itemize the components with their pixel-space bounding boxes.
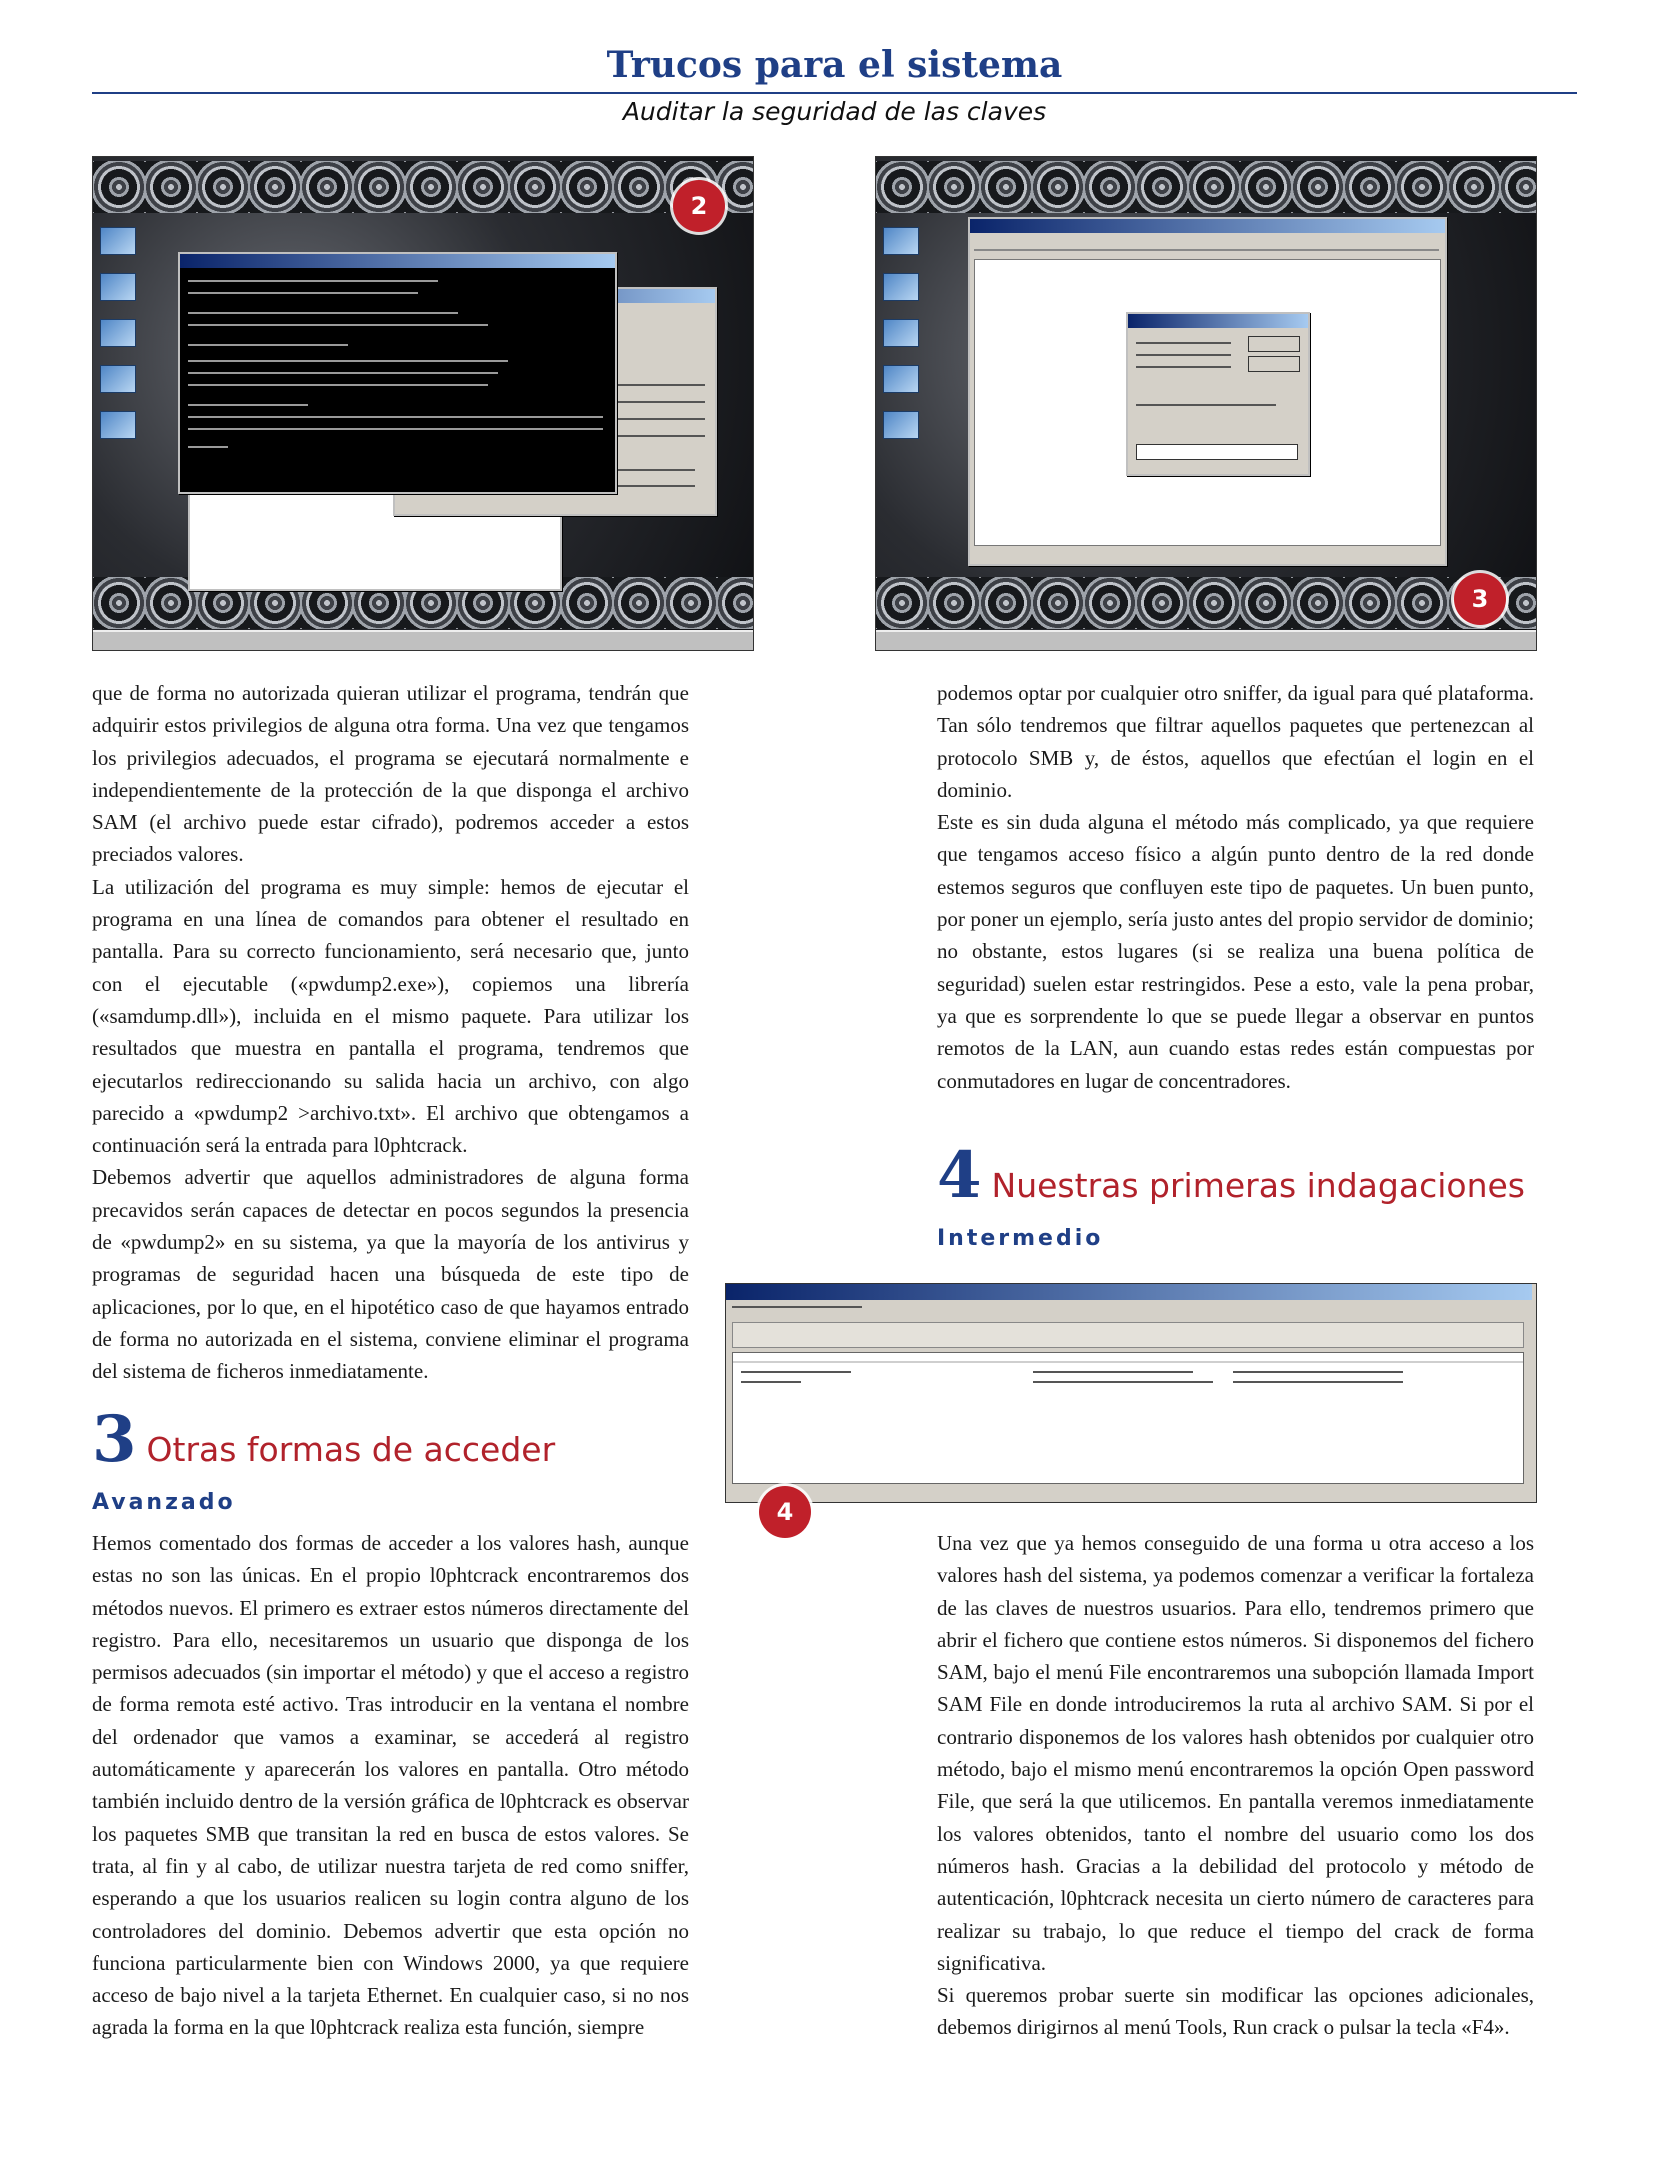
desktop-icon [883, 273, 919, 301]
section-4-heading [937, 1138, 1525, 1213]
paragraph: Si queremos probar suerte sin modificar las opciones adicionales, debemos dirigirnos al menú Tools, Run crack o pulsar la tecla «F4». [937, 1983, 1534, 2040]
l0phtcrack-main-window [726, 1284, 1532, 1498]
running-header-title: Trucos para el sistema [606, 44, 1063, 86]
paragraph: Una vez que ya hemos conseguido de una forma u otra acceso a los valores hash del sistema, ya podemos comenzar a verificar la fortaleza de las claves de nuestros usuarios. Para ello, tendremos primero que abrir el fichero que contiene estos números. Si disponemos del fichero SAM, bajo el menú File encontraremos una subopción llamada Import SAM File en donde introduciremos la ruta al archivo SAM. Si por el contrario disponemos de los valores hash obtenidos por cualquier otro método, bajo el mismo menú encontraremos la opción Open password File, que será la que utilicemos. En pantalla veremos inmediatamente los valores obtenidos, tanto el nombre del usuario como los dos números hash. Gracias a la debilidad del protocolo y método de autenticación, l0phtcrack necesita un cierto número de caracteres para realizar su trabajo, lo que reduce el tiempo del crack de forma significativa. [937, 1531, 1534, 1975]
desktop-icon [100, 273, 136, 301]
desktop-icon [100, 319, 136, 347]
right-column-text-top [937, 677, 1534, 1097]
desktop-icon [100, 411, 136, 439]
paragraph: Este es sin duda alguna el método más complicado, ya que requiere que tengamos acceso físico a algún punto dentro de la red donde estemos seguros que confluyen este tipo de paquetes. Un buen punto, por poner un ejemplo, sería justo antes del propio servidor de dominio; no obstante, estos lugares (si se realiza una buena política de seguridad) suelen estar restringidos. Pese a esto, vale la pena probar, ya que es sorprendente lo que se puede llegar a observar en puntos remotos de la LAN, aun cuando estas redes están compuestas por conmutadores en lugar de concentradores. [937, 810, 1534, 1093]
figure-4-screenshot [725, 1283, 1537, 1503]
paragraph: Debemos advertir que aquellos administradores de alguna forma precavidos serán capaces de detectar en pocos segundos la presencia de «pwdump2» en su sistema, ya que la mayoría de los antivirus y programas de seguridad hacen una búsqueda de este tipo de aplicaciones, por lo que, en el hipotético caso de que hayamos entrado de forma no autorizada en el sistema, conviene eliminar el programa del sistema de ficheros inmediatamente. [92, 1165, 689, 1384]
right-column-text-bottom [937, 1527, 1534, 2044]
running-header-subtitle: Auditar la seguridad de las claves [622, 97, 1047, 126]
decorative-ring-band-top [876, 161, 1536, 213]
section-4-number: 4 [937, 1138, 982, 1213]
figure-2-screenshot [92, 156, 754, 651]
desktop-icons [97, 217, 137, 457]
header-rule [92, 92, 1577, 94]
dump-passwords-dialog [1126, 312, 1310, 476]
desktop-icon [883, 227, 919, 255]
figure-4-badge: 4 [759, 1486, 811, 1538]
command-prompt-window [178, 252, 617, 494]
left-column-text-top [92, 677, 689, 1388]
section-4-title: Nuestras primeras indagaciones [991, 1166, 1525, 1205]
paragraph: que de forma no autorizada quieran utilizar el programa, tendrán que adquirir estos privilegios de alguna otra forma. Una vez que tengamos los privilegios adecuados, el programa se ejecutará normalmente e independientemente de la protección de la que disponga el archivo SAM (el archivo puede estar cifrado), podremos acceder a estos preciados valores. [92, 681, 689, 867]
desktop-icons [880, 217, 920, 457]
section-4-level: Intermedio [937, 1226, 1104, 1251]
decorative-ring-band-top [93, 161, 753, 213]
desktop-icon [100, 365, 136, 393]
section-3-heading [92, 1402, 555, 1477]
section-3-title: Otras formas de acceder [146, 1430, 556, 1469]
figure-3-screenshot [875, 156, 1537, 651]
desktop-icon [883, 411, 919, 439]
section-3-number: 3 [92, 1402, 137, 1477]
taskbar [876, 630, 1536, 650]
paragraph: La utilización del programa es muy simple: hemos de ejecutar el programa en una línea de comandos para obtener el resultado en pantalla. Para su correcto funcionamiento, será necesario que, junto con el ejecutable («pwdump2.exe»), copiemos una librería («samdump.dll»), incluida en el mismo paquete. Para utilizar los resultados que muestra en pantalla el programa, tendremos que ejecutarlos redireccionando su salida hacia un archivo, con algo parecido a «pwdump2 >archivo.txt». El archivo que obtengamos a continuación será la entrada para l0phtcrack. [92, 874, 689, 1158]
desktop-icon [100, 227, 136, 255]
left-column-text-bottom [92, 1527, 689, 2044]
paragraph: podemos optar por cualquier otro sniffer, da igual para qué plataforma. Tan sólo tendremos que filtrar aquellos paquetes que pertenezcan al protocolo SMB y, de éstos, aquellos que efectúan el login en el dominio. [937, 681, 1534, 802]
section-3-level: Avanzado [92, 1490, 236, 1515]
figure-3-badge: 3 [1454, 573, 1506, 625]
paragraph: Hemos comentado dos formas de acceder a los valores hash, aunque estas no son las únicas. En el propio l0phtcrack encontraremos dos métodos nuevos. El primero es extraer estos números directamente del registro. Para ello, necesitaremos un usuario que disponga de los permisos adecuados (sin importar el método) y que el acceso a registro de forma remota esté activo. Tras introducir en la ventana el nombre del ordenador que vamos a examinar, se accederá al registro automáticamente y aparecerán los valores en pantalla. Otro método también incluido dentro de la versión gráfica de l0phtcrack es observar los paquetes SMB que transitan la red en busca de estos valores. Se trata, al fin y al cabo, de utilizar nuestra tarjeta de red como sniffer, esperando a que los usuarios realicen su login contra alguno de los controladores del dominio. Debemos advertir que esta opción no funciona particularmente bien con Windows 2000, ya que requiere acceso de bajo nivel a la tarjeta Ethernet. En cualquier caso, si no nos agrada la forma en la que l0phtcrack realiza esta función, siempre [92, 1531, 689, 2040]
desktop-icon [883, 365, 919, 393]
desktop-icon [883, 319, 919, 347]
taskbar [93, 630, 753, 650]
decorative-ring-band-bottom [876, 577, 1536, 629]
figure-2-badge: 2 [673, 180, 725, 232]
